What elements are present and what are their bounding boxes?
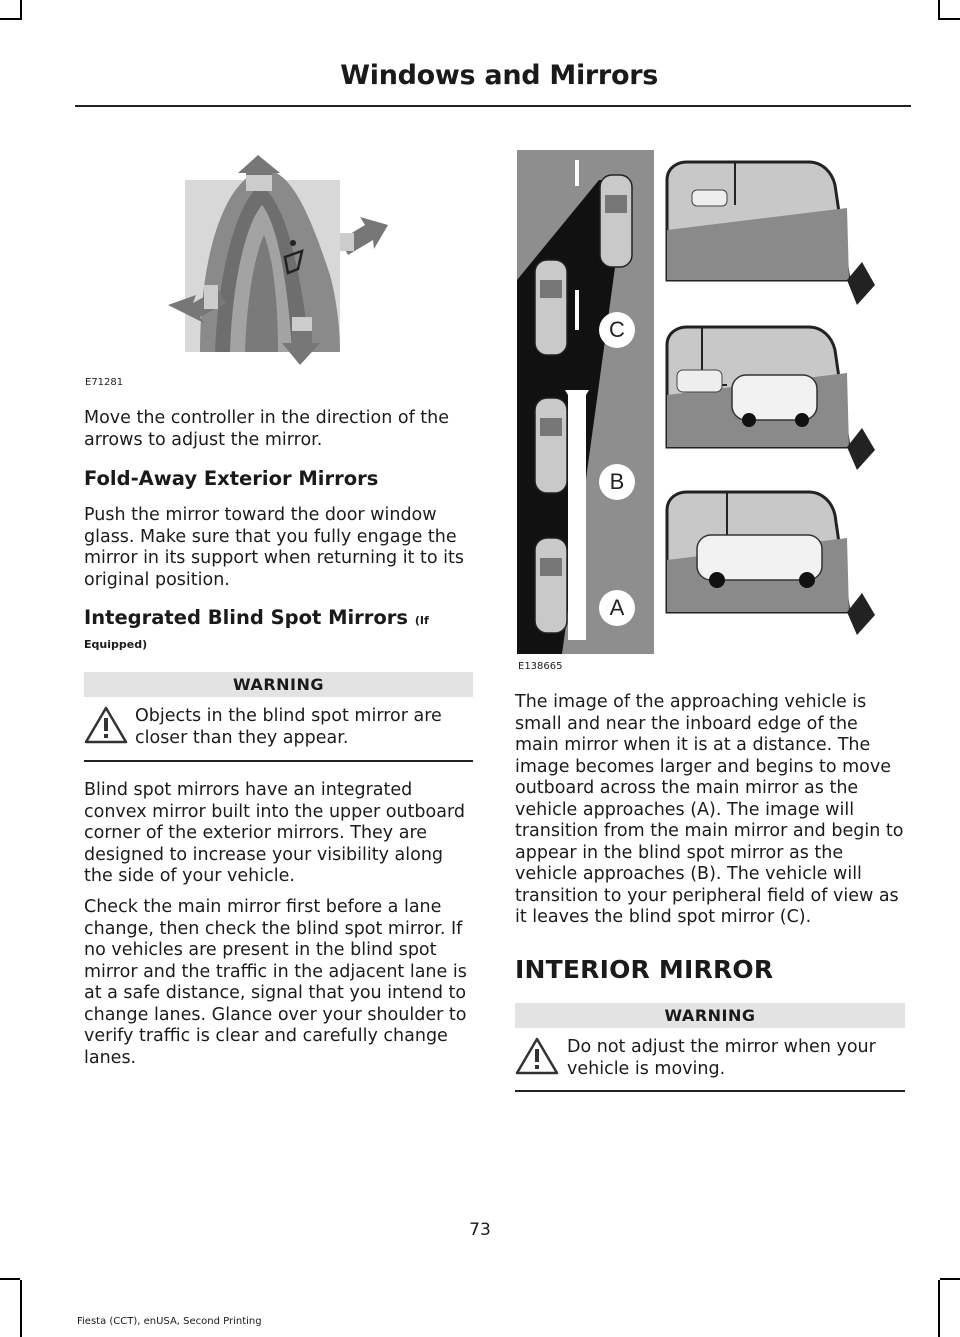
warning-triangle-icon [84,705,128,749]
heading-blind-spot-text: Integrated Blind Spot Mirrors [84,606,409,629]
heading-blind-spot-qualifier-line2: Equipped) [84,638,148,651]
warning-text: Objects in the blind spot mirror are closer than they appear. [135,706,442,748]
crop-mark [0,1278,20,1280]
figure-label-c: C [599,312,635,348]
crop-mark [940,18,960,20]
figure-code: E71281 [85,377,124,388]
footer-edition: Fiesta (CCT), enUSA, Second Printing [77,1316,262,1327]
crop-mark [20,1280,22,1337]
page-number: 73 [469,1220,491,1240]
warning-bottom-rule [84,760,473,762]
heading-blind-spot-mirrors [84,606,429,629]
header-divider [75,105,911,107]
crop-mark [20,0,22,20]
interior-warning-text: Do not adjust the mirror when your vehicle is moving. [567,1037,876,1079]
crop-mark [938,1280,940,1337]
blind-spot-figure [517,150,907,654]
controller-instruction: Move the controller in the direction of the arrows to adjust the mirror. [84,408,450,450]
warning-label-bar: WARNING [515,1003,905,1028]
blind-spot-paragraph-1: Blind spot mirrors have an integrated convex mirror built into the upper outboard corner of the exterior mirrors. They are designed to increase your visibility along the side of your vehicle. [84,780,465,886]
heading-blind-spot-qualifier: (If [414,614,429,627]
page-header-title: Windows and Mirrors [340,60,658,91]
crop-mark [0,18,20,20]
approaching-vehicle-paragraph: The image of the approaching vehicle is small and near the inboard edge of the main mirror when it is at a distance. The image becomes larger and begins to move outboard across the main mirror as the vehicle approaches (A). The image will transition from the main mirror and begin to appear in the blind spot mirror as the vehicle approaches (B). The vehicle will transition to your peripheral field of view as it leaves the blind spot mirror (C). [515,692,904,927]
blind-spot-paragraph-2: Check the main mirror first before a lane change, then check the blind spot mirror. If no vehicles are present in the blind spot mirror and the traffic in the adjacent lane is at a safe distance, signal that you intend to change lanes. Glance over your shoulder to verify traffic is clear and carefully change lanes. [84,897,467,1068]
crop-mark [940,1278,960,1280]
figure-label-a: A [599,590,635,626]
warning-label-bar: WARNING [84,672,473,697]
figure-code: E138665 [518,661,563,672]
heading-interior-mirror: INTERIOR MIRROR [515,955,774,984]
figure-label-b: B [599,464,635,500]
heading-fold-away-mirrors: Fold-Away Exterior Mirrors [84,467,379,490]
crop-mark [938,0,940,20]
fold-away-paragraph: Push the mirror toward the door window glass. Make sure that you fully engage the mirror in its support when returning it to its original position. [84,505,464,590]
warning-triangle-icon [515,1036,559,1080]
warning-bottom-rule [515,1090,905,1092]
mirror-controller-figure [160,145,400,370]
